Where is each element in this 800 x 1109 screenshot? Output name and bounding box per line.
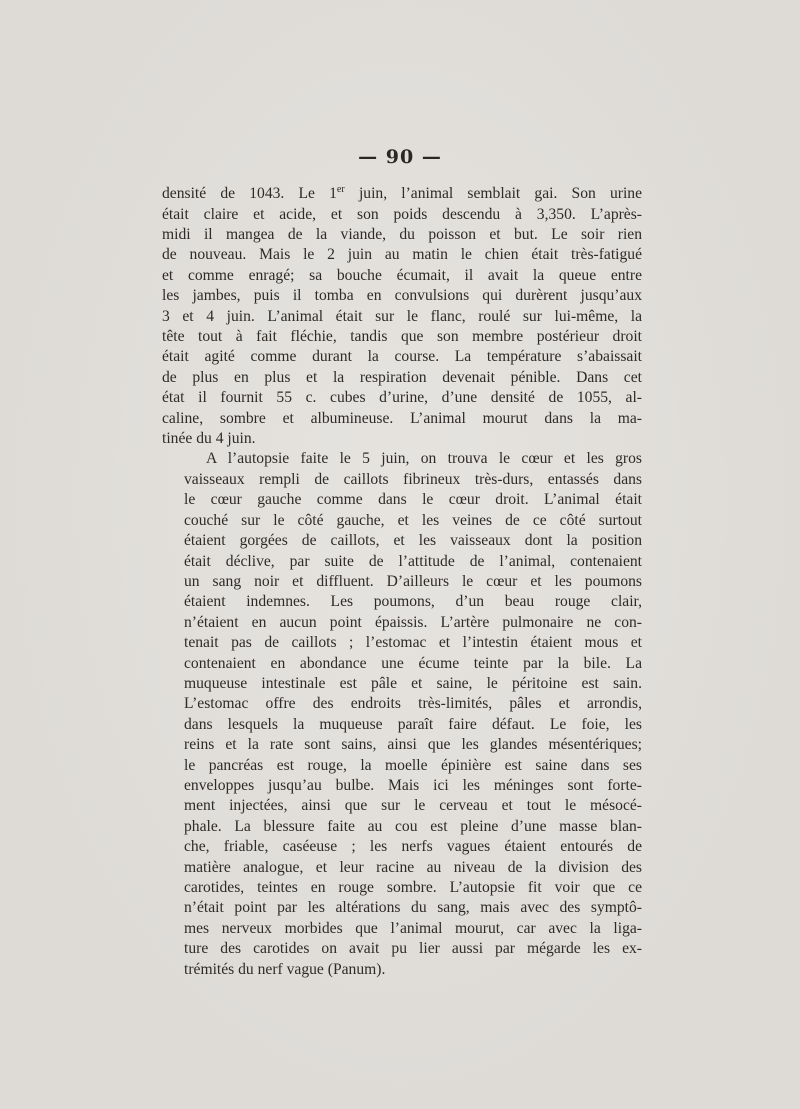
text-line: dans lesquels la muqueuse paraît faire défaut. Le foie, les	[184, 715, 642, 733]
text-line: vaisseaux rempli de caillots fibrineux très-durs, entassés dans	[184, 470, 642, 488]
text-line: 3 et 4 juin. L’animal était sur le flanc, roulé sur lui-même, la	[162, 307, 642, 325]
text-line: muqueuse intestinale est pâle et saine, le péritoine est sain.	[184, 674, 642, 692]
text-line: mes nerveux morbides que l’animal mourut, car avec la liga-	[184, 919, 642, 937]
text-line: le pancréas est rouge, la moelle épinière est saine dans ses	[184, 756, 642, 774]
page-number: — 90 —	[358, 146, 442, 168]
text-line: couché sur le côté gauche, et les veines de ce côté surtout	[184, 511, 642, 529]
text-line: ture des carotides on avait pu lier aussi par mégarde les ex-	[184, 940, 642, 958]
text-line: A l’autopsie faite le 5 juin, on trouva le cœur et les gros	[206, 450, 642, 468]
text-line: phale. La blessure faite au cou est pleine d’une masse blan-	[184, 817, 642, 835]
text-line: caline, sombre et albumineuse. L’animal mourut dans la ma-	[162, 409, 642, 427]
paragraph-2	[162, 449, 642, 980]
text-line: de nouveau. Mais le 2 juin au matin le chien était très-fatigué	[162, 246, 642, 264]
text-line: tinée du 4 juin.	[162, 430, 256, 448]
text-line: midi il mangea de la viande, du poisson et but. Le soir rien	[162, 226, 642, 243]
text-line: était claire et acide, et son poids descendu à 3,350. L’après-	[162, 205, 642, 223]
text-line: contenaient en abondance une écume teinte par la bile. La	[184, 654, 642, 672]
text-line: un sang noir et diffluent. D’ailleurs le cœur et les poumons	[184, 572, 642, 590]
text-line: étaient gorgées de caillots, et les vaisseaux dont la position	[184, 532, 642, 550]
text-line: n’était point par les altérations du sang, mais avec des symptô-	[184, 899, 642, 917]
text-line: étaient indemnes. Les poumons, d’un beau rouge clair,	[184, 593, 642, 611]
paragraph-1	[162, 180, 642, 449]
text-line: les jambes, puis il tomba en convulsions qui durèrent jusqu’aux	[162, 287, 642, 305]
text-line: était agité comme durant la course. La température s’abaissait	[162, 348, 642, 366]
text-line: carotides, teintes en rouge sombre. L’autopsie fit voir que ce	[184, 879, 642, 896]
text-line: était déclive, par suite de l’attitude de l’animal, contenaient	[184, 552, 642, 570]
text-line: de plus en plus et la respiration devenait pénible. Dans cet	[162, 368, 642, 386]
body-text	[162, 180, 642, 980]
text-line: n’étaient en aucun point épaissis. L’artère pulmonaire ne con-	[184, 613, 642, 631]
text-line: tête tout à fait fléchie, tandis que son membre postérieur droit	[162, 328, 642, 346]
text-line: le cœur gauche comme dans le cœur droit. L’animal était	[184, 491, 642, 509]
text-line: L’estomac offre des endroits très-limités, pâles et arrondis,	[184, 695, 642, 713]
text-line: densité de 1043. Le 1er juin, l’animal semblait gai. Son urine	[162, 184, 642, 203]
text-line: état il fournit 55 c. cubes d’urine, d’une densité de 1055, al-	[162, 389, 642, 407]
text-line: tenait pas de caillots ; l’estomac et l’intestin étaient mous et	[184, 634, 642, 652]
text-line: matière analogue, et leur racine au niveau de la division des	[184, 858, 642, 876]
text-line: et comme enragé; sa bouche écumait, il avait la queue entre	[162, 266, 642, 284]
text-line: ment injectées, ainsi que sur le cerveau et tout le mésocé-	[184, 797, 642, 815]
text-line: trémités du nerf vague (Panum).	[184, 960, 386, 978]
text-line: enveloppes jusqu’au bulbe. Mais ici les méninges sont forte-	[184, 776, 642, 794]
text-line: che, friable, caséeuse ; les nerfs vagues étaient entourés de	[184, 838, 642, 856]
text-line: reins et la rate sont sains, ainsi que les glandes mésentériques;	[184, 736, 642, 754]
